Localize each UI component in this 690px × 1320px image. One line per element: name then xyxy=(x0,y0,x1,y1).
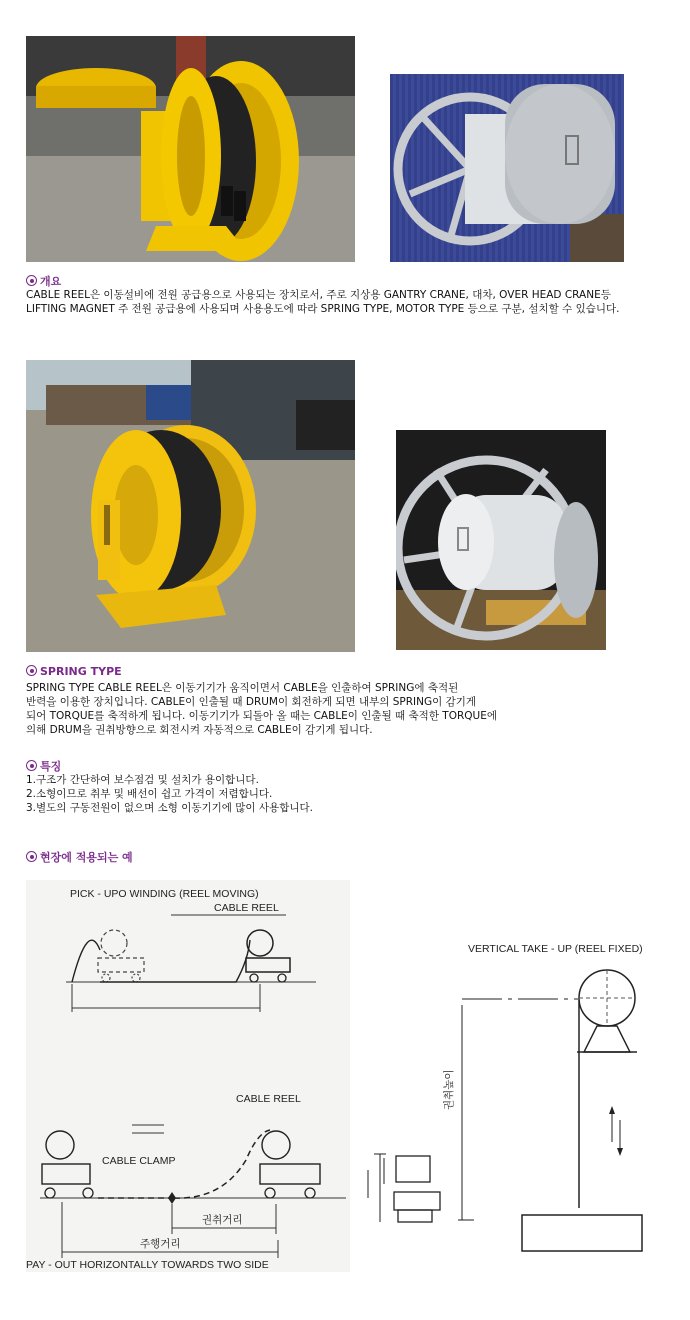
bottom-title-label: PAY - OUT HORIZONTALLY TOWARDS TWO SIDE xyxy=(26,1259,269,1271)
vertical-take-up-title: VERTICAL TAKE - UP (REEL FIXED) xyxy=(468,943,643,955)
cable-clamp-label: CABLE CLAMP xyxy=(102,1155,176,1167)
top-title-label: PICK - UPO WINDING (REEL MOVING) xyxy=(70,888,259,900)
feature-item: 1.구조가 간단하여 보수점검 및 설치가 용이합니다. xyxy=(26,774,259,786)
spring-type-body xyxy=(26,681,497,737)
spring-type-line: SPRING TYPE CABLE REEL은 이동기기가 움직이면서 CABLE을 인출하여 SPRING에 축적된 xyxy=(26,682,459,694)
photo-grey-cable-reel-1 xyxy=(390,74,624,262)
spring-type-line: 되어 TORQUE를 축적하게 됩니다. 이동기기가 되돌아 올 때는 CABLE이 인출될 때 축적한 TORQUE에 xyxy=(26,710,497,722)
spring-type-line: 의해 DRUM을 권취방향으로 회전시켜 자동적으로 CABLE이 감기게 됩니다. xyxy=(26,724,373,736)
overview-heading: 개요 xyxy=(26,273,61,289)
photo-yellow-cable-reel-1 xyxy=(26,36,355,262)
photo-yellow-cable-reel-2 xyxy=(26,360,355,652)
examples-heading: 현장에 적용되는 예 xyxy=(26,849,133,865)
bullet-icon xyxy=(26,275,37,286)
features-heading: 특징 xyxy=(26,758,61,774)
winding-distance-label: 권취거리 xyxy=(202,1214,243,1226)
feature-item: 2.소형이므로 취부 및 배선이 쉽고 가격이 저렴합니다. xyxy=(26,788,273,800)
spring-type-heading: SPRING TYPE xyxy=(26,665,122,678)
bottom-cable-reel-label: CABLE REEL xyxy=(236,1093,301,1105)
top-cable-reel-label: CABLE REEL xyxy=(214,902,279,914)
bullet-icon xyxy=(26,760,37,771)
feature-item: 3.별도의 구동전원이 없으며 소형 이동기기에 많이 사용합니다. xyxy=(26,802,313,814)
overview-line: CABLE REEL은 이동설비에 전원 공급용으로 사용되는 장치로서, 주로 지상용 GANTRY CRANE, 대차, OVER HEAD CRANE등 xyxy=(26,289,611,301)
diagram-reel-fixed xyxy=(362,930,682,1260)
winding-height-label: 권취높이 xyxy=(443,1069,455,1110)
spring-type-line: 반력을 이용한 장치입니다. CABLE이 인출될 때 DRUM이 회전하게 되면 내부의 SPRING이 감기게 xyxy=(26,696,477,708)
diagram-reel-moving xyxy=(26,880,350,1272)
bullet-icon xyxy=(26,665,37,676)
travel-distance-label: 주행거리 xyxy=(140,1238,181,1250)
overview-body xyxy=(26,288,620,316)
overview-line: LIFTING MAGNET 주 전원 공급용에 사용되며 사용용도에 따라 SPRING TYPE, MOTOR TYPE 등으로 구분, 설치할 수 있습니다. xyxy=(26,303,620,315)
bullet-icon xyxy=(26,851,37,862)
photo-grey-cable-reel-2 xyxy=(396,430,606,650)
features-body xyxy=(26,773,313,815)
